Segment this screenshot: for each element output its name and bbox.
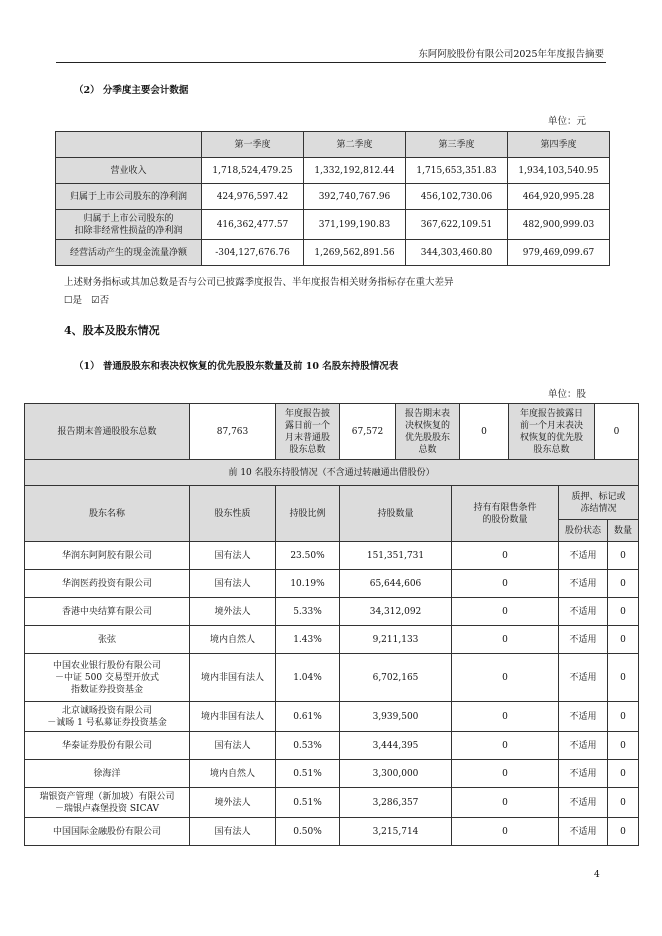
quarterly-header-blank <box>56 132 202 158</box>
share-status: 不适用 <box>559 654 608 702</box>
quarterly-row-revenue <box>56 158 610 184</box>
quarterly-row-net-profit <box>56 184 610 210</box>
shareholder-name-line: －中证 500 交易型开放式 <box>55 672 159 683</box>
quarterly-cell: 367,622,109.51 <box>406 210 508 240</box>
holding-quantity: 6,702,165 <box>340 654 452 702</box>
quarterly-header-row <box>56 132 610 158</box>
shareholder-row <box>25 788 639 818</box>
share-status: 不适用 <box>559 702 608 732</box>
quarterly-cell: 1,715,653,351.83 <box>406 158 508 184</box>
quarterly-row-label <box>56 210 202 240</box>
shareholder-nature: 国有法人 <box>190 732 276 760</box>
quarterly-cell: 344,303,460.80 <box>406 240 508 266</box>
top10-shareholders-table <box>24 459 639 486</box>
holding-quantity: 9,211,133 <box>340 626 452 654</box>
holding-quantity: 3,939,500 <box>340 702 452 732</box>
shareholder-name-line: 华润医药投资有限公司 <box>61 578 152 589</box>
quarterly-header-q4: 第四季度 <box>508 132 610 158</box>
holding-quantity: 3,300,000 <box>340 760 452 788</box>
restricted-shares: 0 <box>452 818 559 846</box>
label-line: 月末普通股 <box>284 432 330 443</box>
restricted-shares: 0 <box>452 598 559 626</box>
quarterly-cell: 1,718,524,479.25 <box>202 158 304 184</box>
quarterly-row-label: 营业收入 <box>56 158 202 184</box>
shareholder-section-title: 4、股本及股东情况 <box>64 324 160 337</box>
holding-ratio: 5.33% <box>276 598 340 626</box>
shareholder-nature: 国有法人 <box>190 570 276 598</box>
shareholder-sub-title: （1） 普通股股东和表决权恢复的优先股股东数量及前 10 名股东持股情况表 <box>74 361 399 372</box>
share-status: 不适用 <box>559 570 608 598</box>
label-line: 年度报告披露日 <box>519 408 583 419</box>
pledge-count: 0 <box>608 760 639 788</box>
shareholder-row <box>25 760 639 788</box>
quarterly-cell: 1,269,562,891.56 <box>304 240 406 266</box>
disclosure-checkboxes <box>64 292 109 306</box>
shareholder-nature: 境外法人 <box>190 788 276 818</box>
header-rule <box>56 62 606 63</box>
restricted-shares: 0 <box>452 542 559 570</box>
label-line: 总数 <box>418 444 437 455</box>
label-line: 质押、标记或 <box>571 491 626 502</box>
pledge-count: 0 <box>608 542 639 570</box>
quarterly-cell: 371,199,190.83 <box>304 210 406 240</box>
holding-ratio: 0.51% <box>276 760 340 788</box>
holding-ratio: 0.50% <box>276 818 340 846</box>
shareholder-name <box>25 570 190 598</box>
holding-quantity: 34,312,092 <box>340 598 452 626</box>
holding-ratio: 0.61% <box>276 702 340 732</box>
share-status: 不适用 <box>559 626 608 654</box>
shareholder-name-line: 香港中央结算有限公司 <box>61 606 152 617</box>
shareholder-name <box>25 818 190 846</box>
holding-quantity: 151,351,731 <box>340 542 452 570</box>
label-line: 扣除非经常性损益的净利润 <box>74 225 183 236</box>
quarterly-cell: 979,469,099.67 <box>508 240 610 266</box>
shareholder-row <box>25 702 639 732</box>
summary-row <box>25 404 639 460</box>
quarterly-cell: 1,332,192,812.44 <box>304 158 406 184</box>
shareholder-name-line: －瑞银卢森堡投资 SICAV <box>54 803 160 814</box>
pledge-count: 0 <box>608 732 639 760</box>
shareholder-name <box>25 654 190 702</box>
pledge-count: 0 <box>608 788 639 818</box>
share-status: 不适用 <box>559 598 608 626</box>
pledge-count: 0 <box>608 702 639 732</box>
shareholder-nature: 境内自然人 <box>190 760 276 788</box>
label-line: 归属于上市公司股东的 <box>83 213 174 224</box>
holding-ratio: 1.43% <box>276 626 340 654</box>
quarterly-cell: 392,740,767.96 <box>304 184 406 210</box>
label-line: 报告期末表 <box>404 408 450 419</box>
header-restricted-shares <box>452 486 559 542</box>
pledge-count: 0 <box>608 818 639 846</box>
shareholder-name-line: 指数证券投资基金 <box>70 684 143 695</box>
summary-label-preferred-holders <box>396 404 460 460</box>
top10-detail-table <box>24 485 639 846</box>
summary-value-prior-month-preferred: 0 <box>595 404 639 460</box>
shareholder-row <box>25 626 639 654</box>
quarterly-cell: -304,127,676.76 <box>202 240 304 266</box>
pledge-count: 0 <box>608 654 639 702</box>
shareholder-name-line: 徐海洋 <box>93 768 121 779</box>
top10-body <box>25 542 639 846</box>
checkbox-no: ☑否 <box>91 295 110 306</box>
quarterly-row-label: 经营活动产生的现金流量净额 <box>56 240 202 266</box>
shareholder-nature: 境内非国有法人 <box>190 654 276 702</box>
label-line: 股东总数 <box>289 444 326 455</box>
quarterly-cell: 424,976,597.42 <box>202 184 304 210</box>
shareholder-name <box>25 760 190 788</box>
pledge-count: 0 <box>608 570 639 598</box>
summary-value-total-holders: 87,763 <box>190 404 276 460</box>
shareholder-name-line: 北京诚旸投资有限公司 <box>61 705 152 716</box>
header-share-status: 股份状态 <box>559 520 608 542</box>
shareholder-name-line: －诚旸 1 号私募证券投资基金 <box>47 717 167 728</box>
label-line: 决权恢复的 <box>404 420 450 431</box>
label-line: 优先股股东 <box>404 432 450 443</box>
quarterly-row-adjusted-profit <box>56 210 610 240</box>
pledge-count: 0 <box>608 598 639 626</box>
header-pledge-count: 数量 <box>608 520 639 542</box>
header-shareholder-nature: 股东性质 <box>190 486 276 542</box>
page-number: 4 <box>594 870 600 880</box>
quarterly-row-label: 归属于上市公司股东的净利润 <box>56 184 202 210</box>
quarterly-section-title: （2） 分季度主要会计数据 <box>74 85 189 96</box>
holding-ratio: 0.53% <box>276 732 340 760</box>
shareholder-unit: 单位：股 <box>548 389 587 400</box>
header-pledge <box>559 486 639 520</box>
restricted-shares: 0 <box>452 570 559 598</box>
shareholder-name <box>25 788 190 818</box>
restricted-shares: 0 <box>452 760 559 788</box>
top10-title: 前 10 名股东持股情况（不含通过转融通出借股份） <box>25 460 639 486</box>
share-status: 不适用 <box>559 818 608 846</box>
shareholder-name-line: 中国国际金融股份有限公司 <box>52 826 161 837</box>
shareholder-nature: 国有法人 <box>190 818 276 846</box>
quarterly-cell: 464,920,995.28 <box>508 184 610 210</box>
top10-header-row <box>25 486 639 520</box>
shareholder-row <box>25 732 639 760</box>
summary-label-prior-month-preferred <box>509 404 595 460</box>
shareholder-name <box>25 598 190 626</box>
share-status: 不适用 <box>559 542 608 570</box>
restricted-shares: 0 <box>452 626 559 654</box>
label-line: 的股份数量 <box>482 514 528 525</box>
top10-title-row <box>25 460 639 486</box>
label-line: 权恢复的优先股 <box>519 432 583 443</box>
shareholder-summary-table <box>24 403 639 460</box>
quarterly-row-cash-flow <box>56 240 610 266</box>
header-shareholder-name: 股东名称 <box>25 486 190 542</box>
quarterly-cell: 1,934,103,540.95 <box>508 158 610 184</box>
quarterly-cell: 416,362,477.57 <box>202 210 304 240</box>
shareholder-name <box>25 626 190 654</box>
shareholder-name-line: 中国农业银行股份有限公司 <box>52 660 161 671</box>
restricted-shares: 0 <box>452 654 559 702</box>
share-status: 不适用 <box>559 760 608 788</box>
header-holding-quantity: 持股数量 <box>340 486 452 542</box>
holding-quantity: 3,444,395 <box>340 732 452 760</box>
shareholder-name-line: 华泰证券股份有限公司 <box>61 740 152 751</box>
disclosure-note: 上述财务指标或其加总数是否与公司已披露季度报告、半年度报告相关财务指标存在重大差异 <box>64 277 454 288</box>
holding-quantity: 3,286,357 <box>340 788 452 818</box>
report-header: 东阿阿胶股份有限公司2025年年度报告摘要 <box>418 49 604 60</box>
summary-label-total-holders: 报告期末普通股股东总数 <box>25 404 190 460</box>
shareholder-name <box>25 542 190 570</box>
shareholder-row <box>25 654 639 702</box>
summary-label-prior-month-holders <box>276 404 340 460</box>
holding-ratio: 10.19% <box>276 570 340 598</box>
checkbox-yes: ☐是 <box>64 295 83 306</box>
quarterly-unit: 单位：元 <box>548 116 587 127</box>
label-line: 冻结情况 <box>580 503 617 514</box>
quarterly-header-q2: 第二季度 <box>304 132 406 158</box>
quarterly-cell: 456,102,730.06 <box>406 184 508 210</box>
share-status: 不适用 <box>559 788 608 818</box>
holding-ratio: 0.51% <box>276 788 340 818</box>
shareholder-name-line: 张弦 <box>97 634 116 645</box>
shareholder-nature: 境内自然人 <box>190 626 276 654</box>
quarterly-header-q1: 第一季度 <box>202 132 304 158</box>
shareholder-row <box>25 570 639 598</box>
pledge-count: 0 <box>608 626 639 654</box>
shareholder-name-line: 华润东阿阿胶有限公司 <box>61 550 152 561</box>
shareholder-nature: 境外法人 <box>190 598 276 626</box>
shareholder-row <box>25 818 639 846</box>
label-line: 前一个月末表决 <box>519 420 583 431</box>
summary-value-preferred-holders: 0 <box>460 404 509 460</box>
label-line: 年度报告披 <box>284 408 330 419</box>
label-line: 露日前一个 <box>284 420 330 431</box>
holding-quantity: 3,215,714 <box>340 818 452 846</box>
quarterly-table <box>55 131 610 266</box>
shareholder-row <box>25 598 639 626</box>
shareholder-row <box>25 542 639 570</box>
quarterly-cell: 482,900,999.03 <box>508 210 610 240</box>
restricted-shares: 0 <box>452 702 559 732</box>
quarterly-header-q3: 第三季度 <box>406 132 508 158</box>
share-status: 不适用 <box>559 732 608 760</box>
summary-value-prior-month-holders: 67,572 <box>340 404 396 460</box>
label-line: 持有有限售条件 <box>473 502 537 513</box>
label-line: 股东总数 <box>533 444 570 455</box>
restricted-shares: 0 <box>452 788 559 818</box>
shareholder-name-line: 瑞银资产管理（新加坡）有限公司 <box>39 791 175 802</box>
restricted-shares: 0 <box>452 732 559 760</box>
holding-quantity: 65,644,606 <box>340 570 452 598</box>
shareholder-name <box>25 732 190 760</box>
shareholder-nature: 境内非国有法人 <box>190 702 276 732</box>
holding-ratio: 1.04% <box>276 654 340 702</box>
shareholder-nature: 国有法人 <box>190 542 276 570</box>
holding-ratio: 23.50% <box>276 542 340 570</box>
header-holding-ratio: 持股比例 <box>276 486 340 542</box>
shareholder-name <box>25 702 190 732</box>
